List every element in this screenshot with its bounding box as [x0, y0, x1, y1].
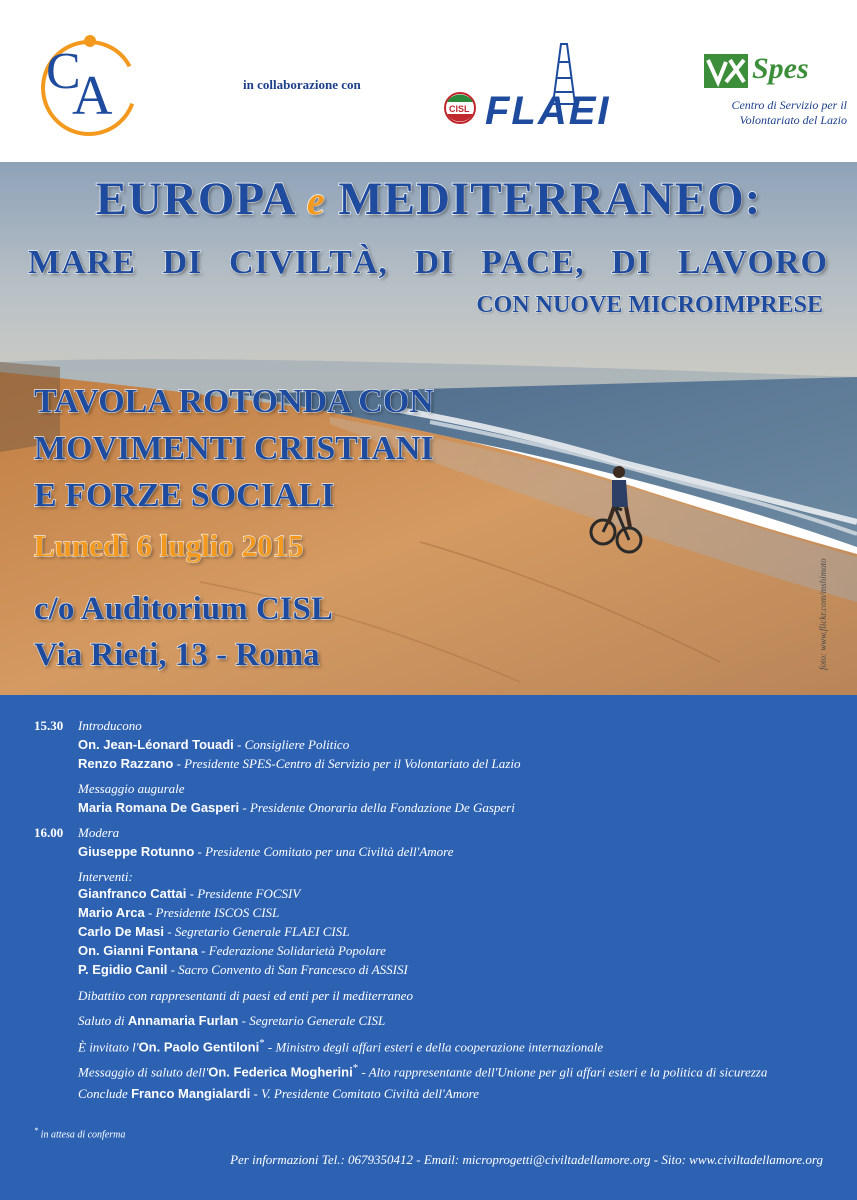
- speaker-name: Franco Mangialardi: [131, 1086, 251, 1101]
- speaker-name: Annamaria Furlan: [127, 1013, 239, 1028]
- speaker-touadi: [78, 737, 349, 753]
- speaker-role: - Consigliere Politico: [237, 737, 350, 752]
- line-prefix: Saluto di: [78, 1013, 125, 1028]
- pending-mark: *: [352, 1062, 359, 1074]
- message-mogherini: [78, 1062, 767, 1080]
- line-prefix: Conclude: [78, 1086, 128, 1101]
- speaker-role: - Segretario Generale FLAEI CISL: [167, 924, 350, 939]
- footnote-star: *: [34, 1126, 39, 1135]
- round-line-2: MOVIMENTI CRISTIANI: [34, 430, 434, 467]
- speaker-name: Carlo De Masi: [78, 924, 164, 939]
- speaker-de-gasperi: [78, 800, 515, 816]
- svg-text:A: A: [72, 65, 113, 127]
- speaker-name: Giuseppe Rotunno: [78, 844, 195, 859]
- main-title: [0, 172, 857, 226]
- time-1600: 16.00: [34, 825, 64, 840]
- speaker-role: - Presidente Comitato per una Civiltà dell'Amore: [197, 844, 454, 859]
- speaker-role: - Alto rappresentante dell'Unione per gli affari esteri e la politica di sicurezza: [361, 1064, 768, 1080]
- speaker-cattai: [78, 886, 300, 902]
- venue-line-1: c/o Auditorium CISL: [34, 591, 333, 627]
- event-date: Lunedì 6 luglio 2015: [34, 528, 304, 563]
- closing-mangialardi: [78, 1086, 479, 1102]
- speaker-name: Renzo Razzano: [78, 756, 174, 771]
- greeting-furlan: [78, 1013, 385, 1029]
- footnote: [34, 1126, 125, 1140]
- intro-label: Introducono: [78, 718, 142, 733]
- speaker-name: On. Paolo Gentiloni: [138, 1039, 260, 1055]
- subtitle: MARE DI CIVILTÀ, DI PACE, DI LAVORO: [28, 244, 828, 281]
- round-line-1: TAVOLA ROTONDA CON: [34, 383, 434, 420]
- cisl-badge: CISL: [449, 104, 470, 114]
- speaker-rotunno: [78, 844, 454, 860]
- title-e: e: [306, 178, 326, 223]
- poster-header: [0, 0, 857, 162]
- line-prefix: È invitato l': [78, 1039, 139, 1055]
- speaker-fontana: [78, 943, 386, 959]
- time-1530: 15.30: [34, 718, 64, 733]
- greeting-label: Messaggio augurale: [78, 781, 185, 796]
- speaker-de-masi: [78, 924, 349, 940]
- hero-banner: [0, 162, 857, 695]
- speaker-canil: [78, 962, 408, 978]
- title-mediterraneo: MEDITERRANEO:: [338, 173, 762, 225]
- speaker-role: - Ministro degli affari esteri e della cooperazione internazionale: [267, 1039, 604, 1055]
- speaker-role: - Federazione Solidarietà Popolare: [201, 943, 386, 958]
- footnote-text: in attesa di conferma: [40, 1129, 126, 1141]
- speaker-name: On. Jean-Léonard Touadi: [78, 737, 234, 752]
- collaboration-text: in collaborazione con: [243, 77, 361, 92]
- speaker-role: - Presidente ISCOS CISL: [147, 905, 280, 920]
- speaker-role: - Segretario Generale CISL: [241, 1013, 386, 1028]
- speaker-name: On. Federica Mogherini: [208, 1064, 353, 1080]
- debate-line: Dibattito con rappresentanti di paesi ed enti per il mediterraneo: [78, 988, 413, 1003]
- round-table-heading: [34, 378, 434, 519]
- speaker-role: - Presidente Onoraria della Fondazione De Gasperi: [242, 800, 515, 815]
- spes-name: Spes: [752, 52, 809, 85]
- pending-mark: *: [259, 1037, 265, 1049]
- speaker-role: - Presidente FOCSIV: [189, 886, 301, 901]
- speaker-name: Gianfranco Cattai: [78, 886, 187, 901]
- program-section: [0, 695, 857, 1200]
- speaker-arca: [78, 905, 279, 921]
- speaker-role: - Sacro Convento di San Francesco di ASSISI: [170, 962, 408, 977]
- contact-info: Per informazioni Tel.: 0679350412 - Email: microprogetti@civiltadellamore.org - Sito: www.civiltadellamore.org: [230, 1152, 823, 1167]
- moderator-label: Modera: [78, 825, 120, 840]
- round-line-3: E FORZE SOCIALI: [34, 477, 335, 514]
- speaker-name: P. Egidio Canil: [78, 962, 168, 977]
- photo-credit: foto: www.flickr.com/mshimoto: [818, 558, 828, 670]
- flaei-cisl-logo: [443, 42, 625, 132]
- spes-subtitle: Centro di Servizio per il Volontariato del Lazio: [731, 98, 847, 127]
- subtitle-microimprese: CON NUOVE MICROIMPRESE: [476, 292, 823, 318]
- speaker-name: Maria Romana De Gasperi: [78, 800, 240, 815]
- speaker-role: - V. Presidente Comitato Civiltà dell'Amore: [253, 1086, 479, 1101]
- invited-gentiloni: [78, 1037, 603, 1055]
- event-venue: [34, 586, 333, 678]
- spes-logo-mark: [704, 52, 750, 92]
- svg-text:C: C: [46, 43, 81, 100]
- speaker-razzano: [78, 756, 520, 772]
- interventions-label: Interventi:: [78, 869, 133, 884]
- line-prefix: Messaggio di saluto dell': [78, 1064, 209, 1080]
- speaker-name: Mario Arca: [78, 905, 145, 920]
- speaker-role: - Presidente SPES-Centro di Servizio per il Volontariato del Lazio: [176, 756, 521, 771]
- flaei-wordmark: FLAEI: [485, 89, 611, 132]
- venue-line-2: Via Rieti, 13 - Roma: [34, 637, 320, 673]
- title-europa: EUROPA: [95, 173, 295, 225]
- civilta-amore-logo: [36, 30, 142, 140]
- speaker-name: On. Gianni Fontana: [78, 943, 198, 958]
